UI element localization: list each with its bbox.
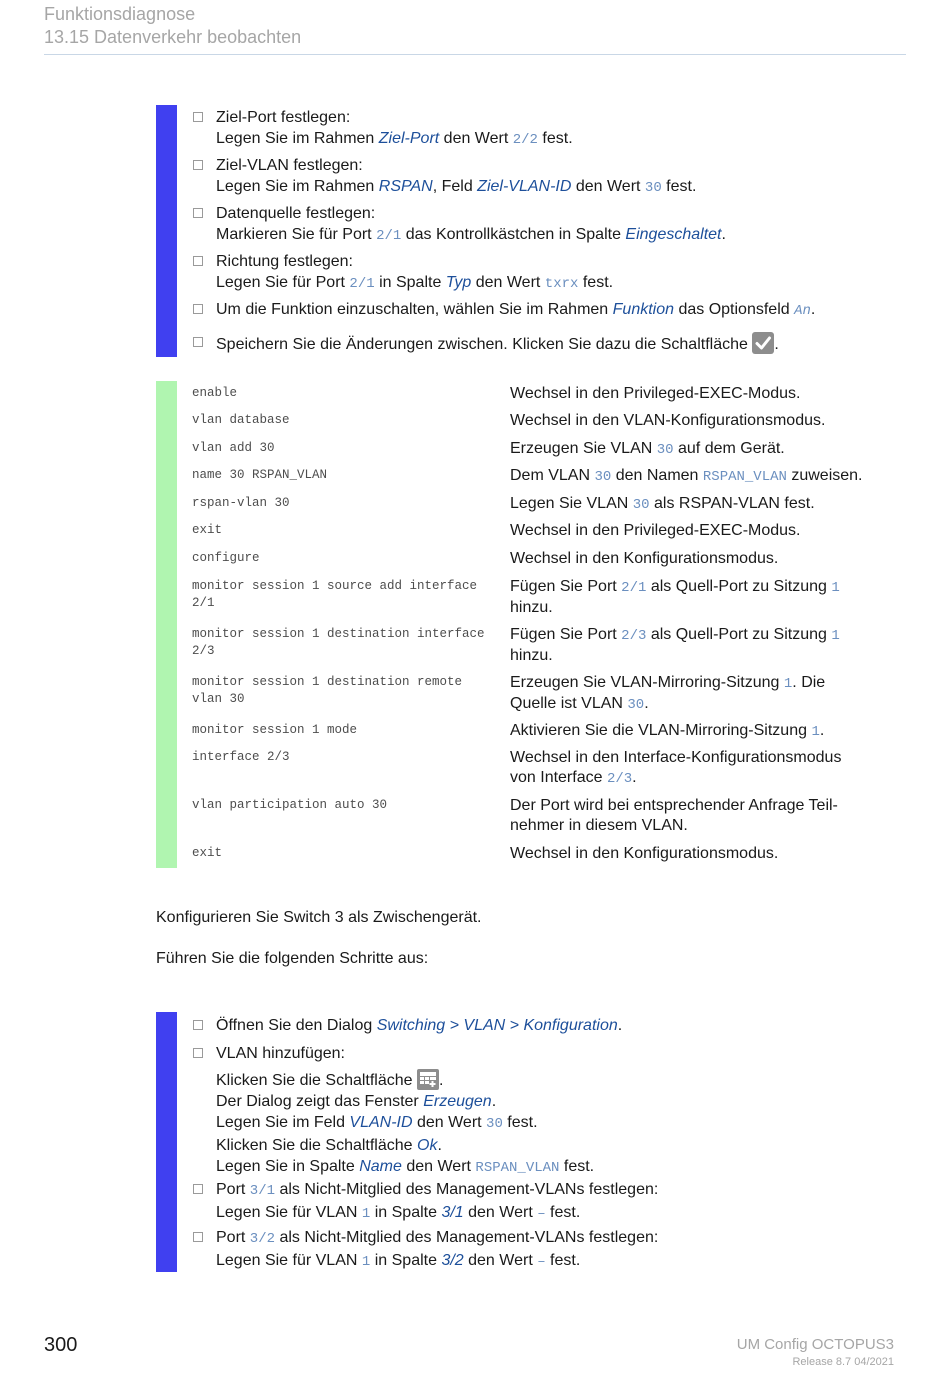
command-description: Legen Sie VLAN 30 als RSPAN-VLAN fest. — [510, 495, 815, 513]
step-checkbox — [193, 256, 203, 266]
command-description: Fügen Sie Port 2/1 als Quell-Port zu Sitzung 1 hinzu. — [510, 578, 840, 616]
command-text: monitor session 1 destination remote vlan 30 — [192, 675, 463, 706]
save-check-icon — [752, 332, 774, 354]
command-description: Wechsel in den VLAN-Konfigurationsmodus. — [510, 412, 826, 429]
command-description: Fügen Sie Port 2/3 als Quell-Port zu Sitzung 1 hinzu. — [510, 626, 840, 664]
step-checkbox — [193, 160, 203, 170]
step-detail: Legen Sie in Spalte Name den Wert RSPAN_VLAN fest. — [216, 1158, 595, 1176]
command-text: monitor session 1 source add interface 2/1 — [192, 579, 478, 610]
step-detail: Öffnen Sie den Dialog Switching > VLAN > Konfiguration. — [216, 1017, 623, 1034]
command-description: Der Port wird bei entsprechender Anfrage Teil- nehmer in diesem VLAN. — [510, 797, 838, 834]
command-text: enable — [192, 386, 238, 400]
command-text: vlan add 30 — [192, 441, 275, 455]
command-text: vlan database — [192, 413, 290, 427]
steps-bar — [156, 105, 177, 357]
command-text: monitor session 1 destination interface 2/3 — [192, 627, 485, 658]
add-table-icon — [417, 1069, 439, 1090]
command-description: Wechsel in den Privileged-EXEC-Modus. — [510, 522, 801, 539]
header-divider — [44, 54, 906, 55]
command-text: exit — [192, 523, 223, 537]
step-title: Port 3/2 als Nicht-Mitglied des Management-VLANs festlegen: — [216, 1229, 659, 1247]
paragraph: Konfigurieren Sie Switch 3 als Zwischengerät. — [156, 909, 482, 926]
step-detail: Klicken Sie die Schaltfläche . — [216, 1069, 594, 1091]
product-name: UM Config OCTOPUS3 — [736, 1336, 894, 1353]
step-checkbox — [193, 112, 203, 122]
step-detail: Legen Sie im Rahmen Ziel-Port den Wert 2/2 fest. — [216, 130, 573, 148]
step-checkbox — [193, 1020, 203, 1030]
command-text: name 30 RSPAN_VLAN — [192, 468, 328, 482]
step-detail: Um die Funktion einzuschalten, wählen Sie im Rahmen Funktion das Optionsfeld An. — [216, 301, 816, 319]
step-detail: Legen Sie für VLAN 1 in Spalte 3/2 den Wert – fest. — [216, 1252, 581, 1270]
running-header — [44, 3, 301, 49]
step-title: Ziel-VLAN festlegen: — [216, 157, 363, 174]
step-checkbox — [193, 1184, 203, 1194]
paragraph: Führen Sie die folgenden Schritte aus: — [156, 950, 429, 967]
section-title: 13.15 Datenverkehr beobachten — [44, 27, 302, 47]
step-detail: Der Dialog zeigt das Fenster Erzeugen. — [216, 1093, 497, 1110]
command-description: Erzeugen Sie VLAN 30 auf dem Gerät. — [510, 440, 785, 458]
command-description: Wechsel in den Konfigurationsmodus. — [510, 550, 779, 567]
command-text: exit — [192, 846, 223, 860]
step-detail: Markieren Sie für Port 2/1 das Kontrollkästchen in Spalte Eingeschaltet. — [216, 226, 726, 244]
command-text: interface 2/3 — [192, 750, 290, 764]
command-description: Wechsel in den Interface-Konfigurationsmodus von Interface 2/3. — [510, 749, 842, 787]
command-description: Aktivieren Sie die VLAN-Mirroring-Sitzung 1. — [510, 722, 825, 740]
command-text: vlan participation auto 30 — [192, 798, 388, 812]
step-checkbox — [193, 208, 203, 218]
step-detail: Legen Sie im Rahmen RSPAN, Feld Ziel-VLAN-ID den Wert 30 fest. — [216, 178, 697, 196]
step-title: Port 3/1 als Nicht-Mitglied des Management-VLANs festlegen: — [216, 1181, 659, 1199]
step-detail: Klicken Sie die Schaltfläche Ok. — [216, 1137, 442, 1154]
command-text: rspan-vlan 30 — [192, 496, 290, 510]
release-info: Release 8.7 04/2021 — [792, 1356, 894, 1368]
command-bar — [156, 381, 177, 868]
step-detail: Speichern Sie die Änderungen zwischen. Klicken Sie dazu die Schaltfläche . — [216, 332, 779, 355]
command-description: Wechsel in den Konfigurationsmodus. — [510, 845, 779, 862]
step-detail: Legen Sie für VLAN 1 in Spalte 3/1 den Wert – fest. — [216, 1204, 581, 1222]
step-title: VLAN hinzufügen: — [216, 1045, 345, 1062]
step-title: Richtung festlegen: — [216, 253, 353, 270]
step-checkbox — [193, 1232, 203, 1242]
command-description: Wechsel in den Privileged-EXEC-Modus. — [510, 385, 801, 402]
step-checkbox — [193, 304, 203, 314]
page-number: 300 — [44, 1334, 78, 1356]
step-title: Datenquelle festlegen: — [216, 205, 376, 222]
command-text: configure — [192, 551, 260, 565]
step-checkbox — [193, 337, 203, 347]
chapter-title: Funktionsdiagnose — [44, 4, 196, 24]
command-description: Dem VLAN 30 den Namen RSPAN_VLAN zuweisen. — [510, 467, 863, 485]
command-text: monitor session 1 mode — [192, 723, 358, 737]
steps-bar — [156, 1012, 177, 1272]
step-detail: Legen Sie für Port 2/1 in Spalte Typ den Wert txrx fest. — [216, 274, 614, 292]
step-checkbox — [193, 1048, 203, 1058]
step-title: Ziel-Port festlegen: — [216, 109, 351, 126]
command-description: Erzeugen Sie VLAN-Mirroring-Sitzung 1. Die Quelle ist VLAN 30. — [510, 674, 826, 713]
step-detail: Legen Sie im Feld VLAN-ID den Wert 30 fest. — [216, 1114, 538, 1132]
